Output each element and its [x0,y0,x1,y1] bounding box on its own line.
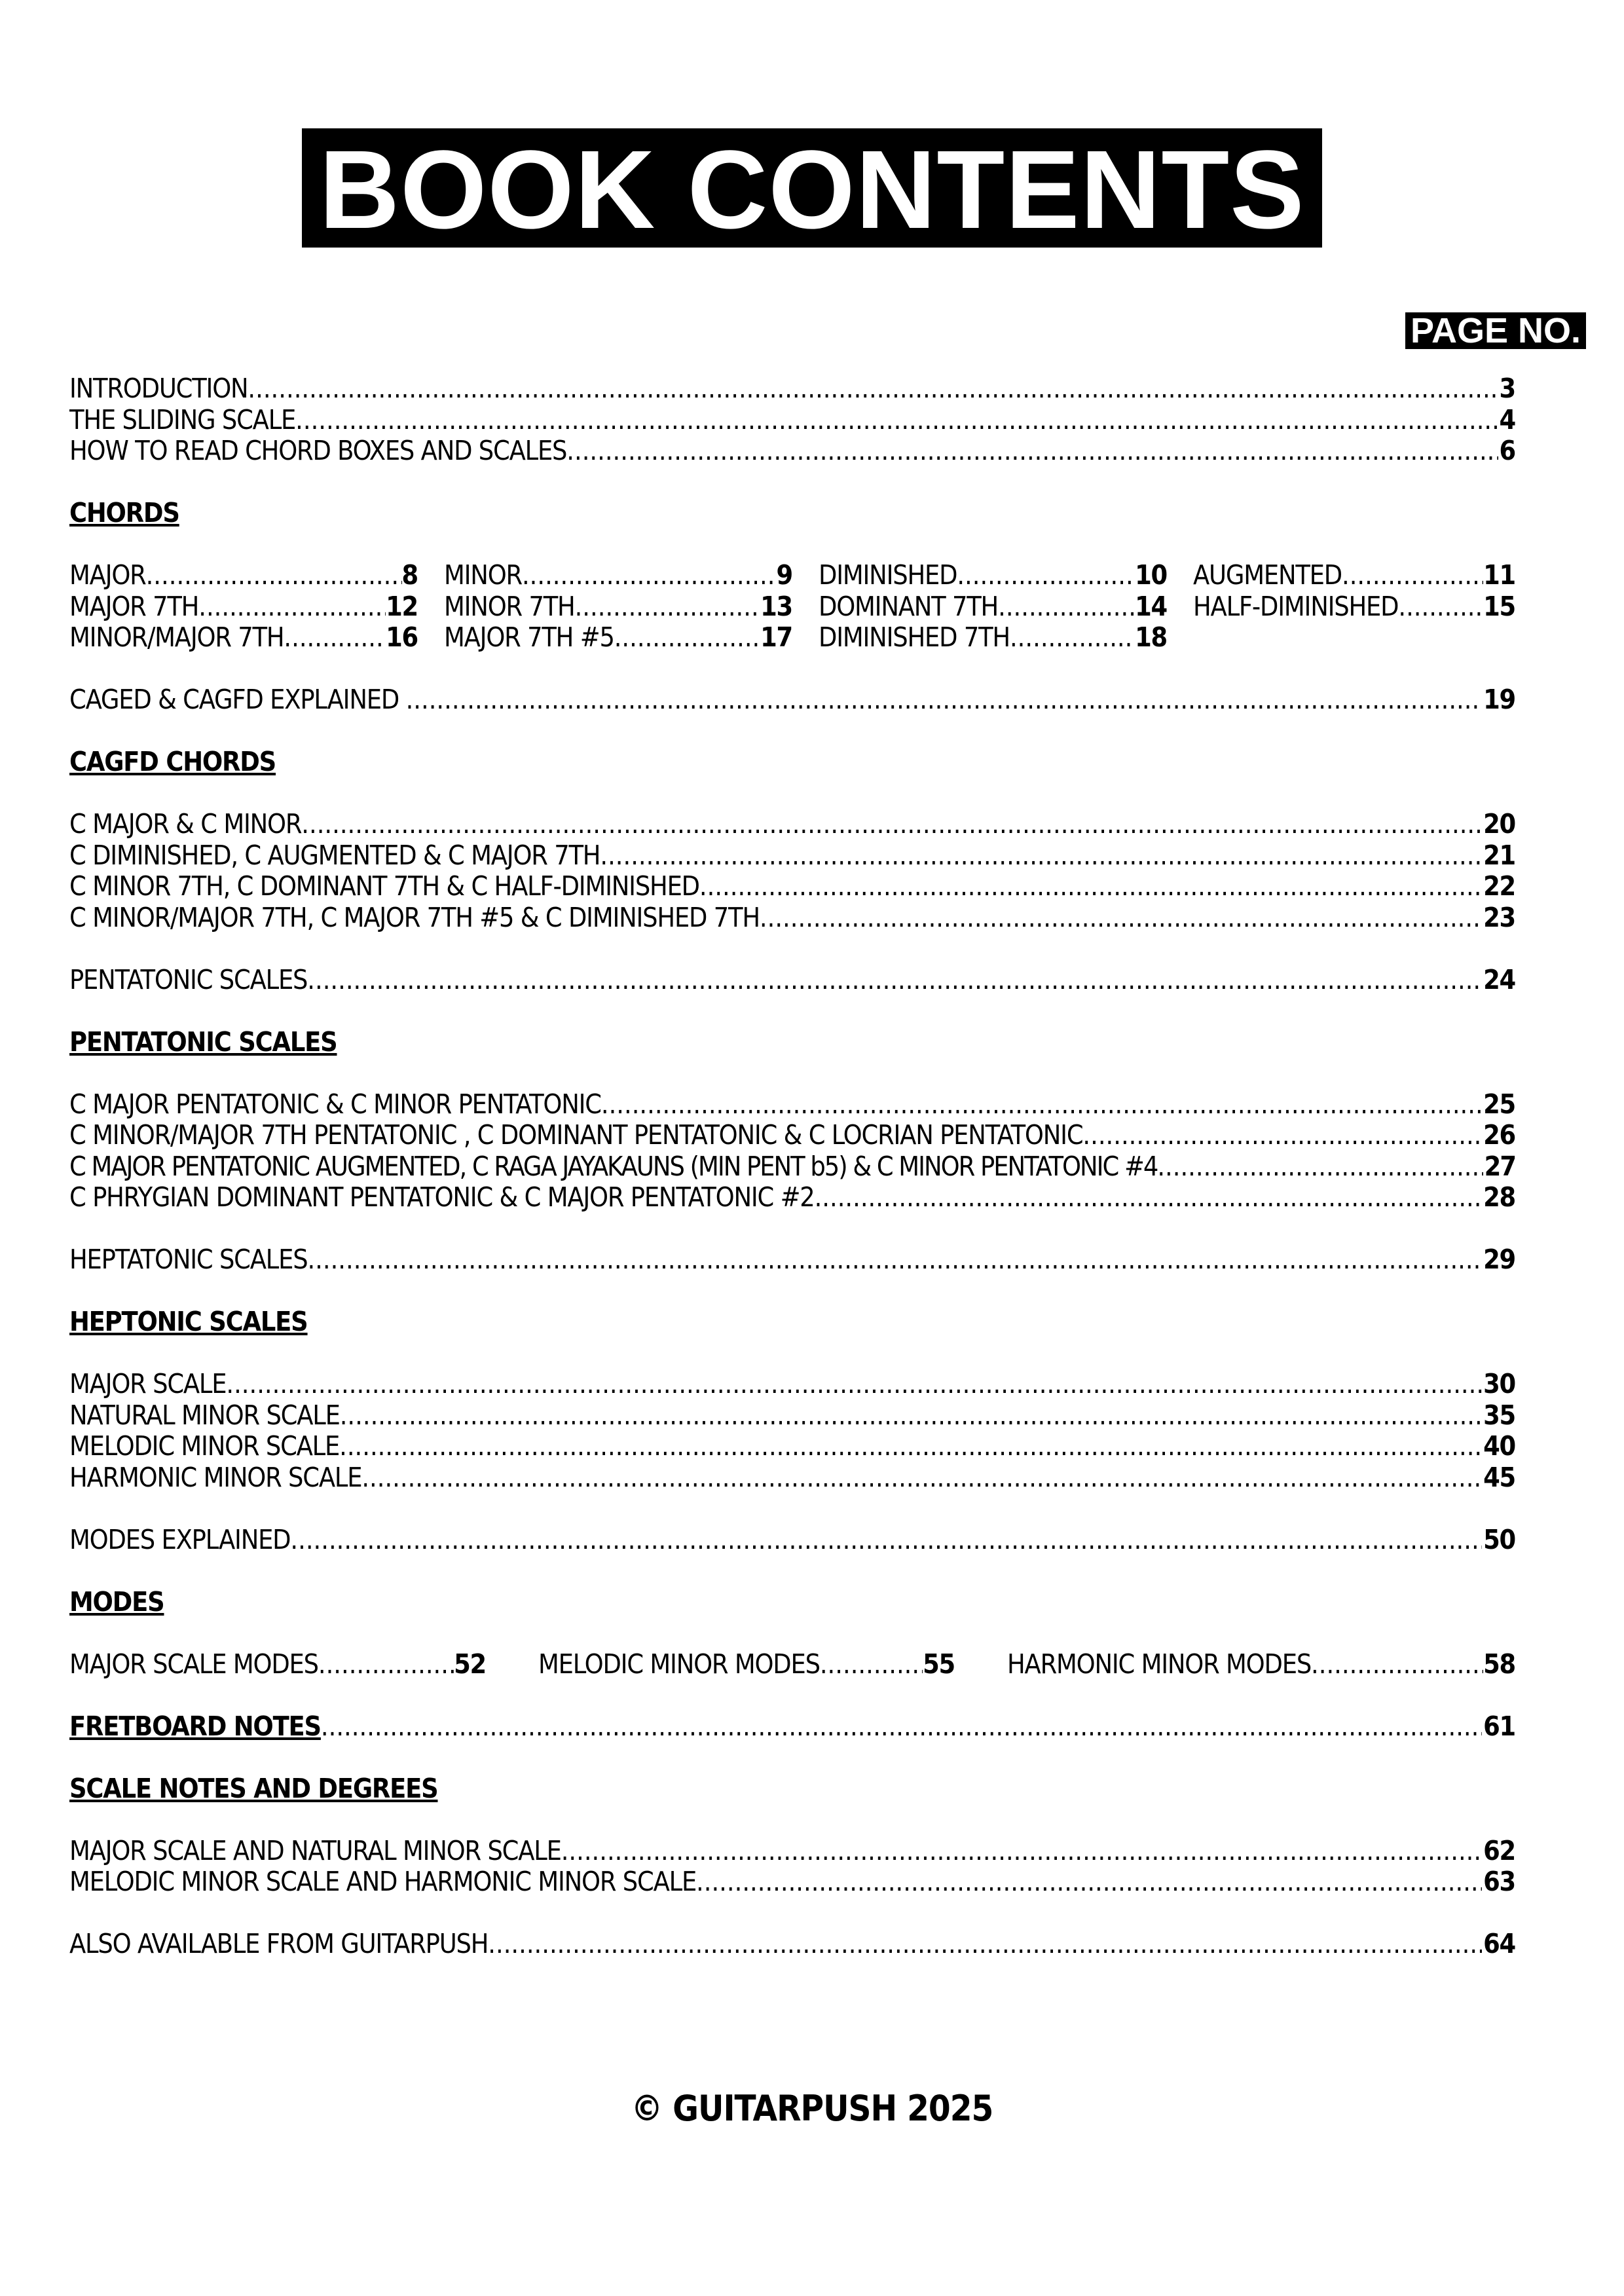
toc-row-chord-boxes[interactable] [69,435,1515,467]
dot-leader [318,1649,454,1680]
toc-label: MAJOR 7TH [69,590,199,622]
dot-leader [600,840,1482,872]
toc-page: 63 [1483,1866,1515,1897]
toc-label: C MAJOR PENTATONIC AUGMENTED, C RAGA JAYAKAUNS (MIN PENT b5) & C MINOR PENTATONIC #4 [69,1150,1158,1182]
toc-page: 11 [1483,559,1515,591]
section-heading-pentatonic: PENTATONIC SCALES [69,1026,337,1058]
modes-item-major[interactable] [69,1649,538,1680]
chords-grid [69,560,1515,654]
toc-label: C MINOR/MAJOR 7TH, C MAJOR 7TH #5 & C DIMINISHED 7TH [69,901,760,933]
toc-row-also-available[interactable] [69,1929,1515,1960]
chord-item-diminished[interactable] [819,560,1193,591]
toc-label: C MAJOR PENTATONIC & C MINOR PENTATONIC [69,1088,601,1120]
toc-page: 15 [1483,590,1515,622]
toc-page: 12 [386,590,418,622]
toc-page: 27 [1484,1150,1515,1182]
toc-page: 58 [1483,1648,1515,1680]
toc-row-cagfd-4[interactable] [69,902,1515,934]
toc-label: MAJOR [69,559,146,591]
chord-item-major[interactable] [69,560,444,591]
dot-leader [522,560,777,591]
toc-page: 61 [1483,1710,1515,1742]
dot-leader [696,1866,1482,1898]
chord-item-minor-major-7th[interactable] [69,622,444,654]
dot-leader [760,902,1482,934]
dot-leader [601,1089,1482,1120]
toc-page: 9 [776,559,792,591]
section-heading-scale-notes: SCALE NOTES AND DEGREES [69,1772,438,1804]
toc-label: C MAJOR & C MINOR [69,808,302,840]
toc-page: 16 [386,621,418,653]
dot-leader [146,560,402,591]
book-title: BOOK CONTENTS [302,128,1321,248]
toc-page: 52 [454,1648,486,1680]
dot-leader [198,591,386,623]
chord-item-half-diminished[interactable] [1193,591,1515,623]
toc-page: 40 [1483,1430,1515,1462]
toc-page: 25 [1483,1088,1515,1120]
modes-grid [69,1649,1515,1680]
toc-label: HALF-DIMINISHED [1193,590,1399,622]
toc-page: 22 [1483,870,1515,902]
toc-label: AUGMENTED [1193,559,1342,591]
toc-page: 35 [1483,1399,1515,1431]
dot-leader [248,373,1498,405]
toc-label: NATURAL MINOR SCALE [69,1399,340,1431]
toc-label: C MINOR 7TH, C DOMINANT 7TH & C HALF-DIMINISHED [69,870,699,902]
toc-row-pentatonic-4[interactable] [69,1182,1515,1213]
toc-label: MAJOR SCALE [69,1368,227,1399]
section-heading-modes: MODES [69,1585,164,1618]
toc-label: THE SLIDING SCALE [69,403,296,435]
toc-page: 3 [1499,373,1515,404]
toc-page: 6 [1499,435,1515,466]
toc-page: 62 [1483,1834,1515,1866]
dot-leader [1157,1151,1483,1183]
toc-label: MELODIC MINOR SCALE [69,1430,340,1462]
dot-leader [1342,560,1483,591]
dot-leader [307,965,1482,996]
toc-page: 18 [1135,621,1167,653]
toc-row-scale-notes-1[interactable] [69,1836,1515,1867]
chord-item-minor-7th[interactable] [444,591,819,623]
modes-item-harmonic-minor[interactable] [1007,1649,1515,1680]
toc-label: HOW TO READ CHORD BOXES AND SCALES [69,435,567,466]
chord-item-major-7th[interactable] [69,591,444,623]
toc-page: 29 [1483,1244,1515,1275]
title-wrap [0,128,1624,252]
dot-leader [998,591,1135,623]
toc-page: 21 [1483,839,1515,871]
toc-page: 28 [1483,1181,1515,1213]
page-no-label: PAGE NO. [1405,312,1586,349]
toc-row-heptonic-1[interactable] [69,1369,1515,1400]
dot-leader [815,1182,1483,1213]
toc-label: MELODIC MINOR SCALE AND HARMONIC MINOR SCALE [69,1866,697,1897]
toc-page: 20 [1483,808,1515,840]
toc-row-pentatonic-3[interactable] [69,1151,1515,1183]
toc-label: MAJOR 7TH #5 [444,621,614,653]
dot-leader [284,622,386,654]
toc-page: 19 [1483,684,1515,715]
dot-leader [957,560,1135,591]
toc-page: 13 [760,590,792,622]
toc-label: HARMONIC MINOR SCALE [69,1461,362,1493]
table-of-contents [69,373,1515,1960]
dot-leader [488,1929,1482,1960]
toc-label: PENTATONIC SCALES [69,963,308,995]
dot-leader [699,871,1482,902]
toc-page: 45 [1483,1461,1515,1493]
dot-leader [575,591,760,623]
dot-leader [406,684,1483,716]
dot-leader [1398,591,1483,623]
copyright: © GUITARPUSH 2025 [631,2088,993,2129]
toc-row-scale-notes-2[interactable] [69,1866,1515,1898]
dot-leader [1311,1649,1483,1680]
toc-row-pentatonic-intro[interactable] [69,965,1515,996]
chord-item-dominant-7th[interactable] [819,591,1193,623]
toc-row-pentatonic-2[interactable] [69,1120,1515,1151]
toc-row-cagfd-3[interactable] [69,871,1515,902]
dot-leader [301,809,1482,840]
toc-page: 64 [1483,1928,1515,1959]
toc-row-sliding-scale[interactable] [69,405,1515,436]
dot-leader [340,1400,1482,1432]
toc-label: DIMINISHED [819,559,957,591]
chord-item-augmented[interactable] [1193,560,1515,591]
toc-label: MAJOR SCALE MODES [69,1648,318,1680]
toc-row-heptonic-3[interactable] [69,1431,1515,1462]
toc-page: 8 [401,559,418,591]
toc-label: INTRODUCTION [69,373,248,404]
toc-row-introduction[interactable] [69,373,1515,405]
toc-label: C DIMINISHED, C AUGMENTED & C MAJOR 7TH [69,839,600,871]
toc-row-modes-explained[interactable] [69,1525,1515,1556]
modes-item-melodic-minor[interactable] [538,1649,1007,1680]
dot-leader [1010,622,1135,654]
toc-label: DIMINISHED 7TH [819,621,1010,653]
toc-label: DOMINANT 7TH [819,590,999,622]
toc-page: 14 [1135,590,1167,622]
toc-label: CAGED & CAGFD EXPLAINED [69,684,406,715]
toc-label: MINOR 7TH [444,590,575,622]
toc-page: 24 [1483,963,1515,995]
toc-row-heptonic-2[interactable] [69,1400,1515,1432]
toc-label: HEPTATONIC SCALES [69,1244,308,1275]
toc-page: 55 [923,1648,955,1680]
dot-leader [614,622,760,654]
toc-page: 50 [1483,1523,1515,1555]
toc-label: MAJOR SCALE AND NATURAL MINOR SCALE [69,1834,561,1866]
toc-label: MODES EXPLAINED [69,1523,291,1555]
dot-leader [226,1369,1482,1400]
dot-leader [561,1836,1482,1867]
section-heading-chords: CHORDS [69,497,179,528]
toc-page: 17 [760,621,792,653]
chord-item-major-7th-sharp5[interactable] [444,622,819,654]
toc-page: 26 [1483,1119,1515,1151]
dot-leader [566,435,1498,467]
toc-row-fretboard-notes[interactable] [69,1711,1515,1743]
dot-leader [321,1711,1482,1743]
toc-label: ALSO AVAILABLE FROM GUITARPUSH [69,1928,489,1959]
toc-page: 23 [1483,901,1515,933]
chord-item-diminished-7th[interactable] [819,622,1193,654]
chord-item-minor[interactable] [444,560,819,591]
toc-label: C MINOR/MAJOR 7TH PENTATONIC , C DOMINANT PENTATONIC & C LOCRIAN PENTATONIC [69,1119,1083,1151]
toc-label: MINOR/MAJOR 7TH [69,621,284,653]
toc-page: 30 [1483,1368,1515,1399]
dot-leader [1082,1120,1482,1151]
dot-leader [307,1244,1482,1276]
section-heading-cagfd-chords: CAGFD CHORDS [69,746,276,777]
toc-page: 4 [1499,403,1515,435]
dot-leader [339,1431,1482,1462]
toc-row-caged-explained[interactable] [69,684,1515,716]
dot-leader [290,1525,1482,1556]
toc-page: 10 [1135,559,1167,591]
section-heading-heptonic: HEPTONIC SCALES [69,1306,308,1337]
toc-row-heptatonic-intro[interactable] [69,1244,1515,1276]
toc-row-cagfd-1[interactable] [69,809,1515,840]
toc-label: MELODIC MINOR MODES [538,1648,820,1680]
dot-leader [361,1462,1482,1494]
toc-row-cagfd-2[interactable] [69,840,1515,872]
dot-leader [295,405,1498,436]
toc-label: MINOR [444,559,522,591]
toc-label: C PHRYGIAN DOMINANT PENTATONIC & C MAJOR PENTATONIC #2 [69,1181,815,1213]
dot-leader [820,1649,923,1680]
toc-label: HARMONIC MINOR MODES [1007,1648,1312,1680]
toc-row-heptonic-4[interactable] [69,1462,1515,1494]
toc-label: FRETBOARD NOTES [69,1710,321,1742]
toc-row-pentatonic-1[interactable] [69,1089,1515,1120]
